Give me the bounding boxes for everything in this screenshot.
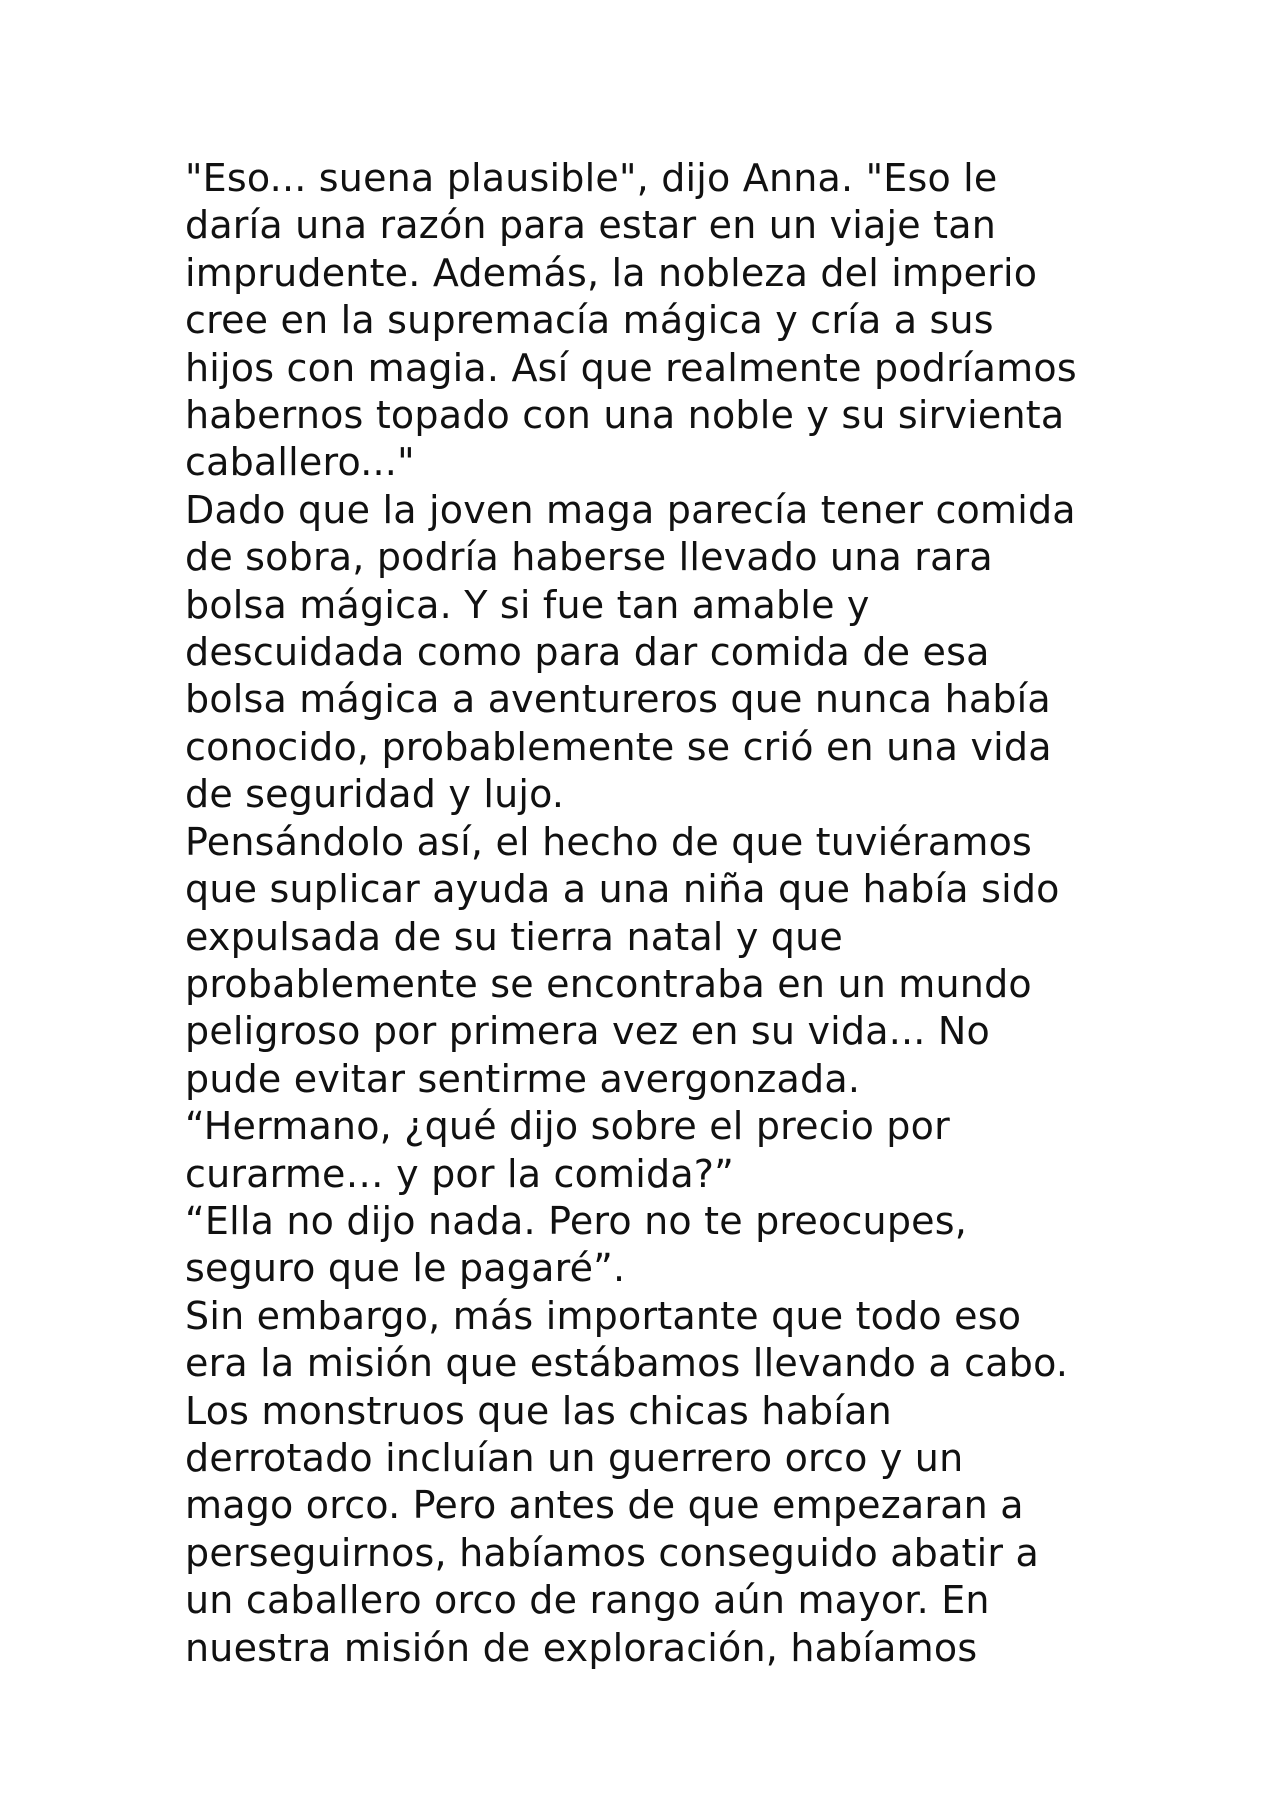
text-line: habernos topado con una noble y su sirvienta bbox=[185, 393, 1065, 438]
text-line: que suplicar ayuda a una niña que había sido bbox=[185, 867, 1060, 912]
text-line: perseguirnos, habíamos conseguido abatir a bbox=[185, 1530, 1039, 1575]
text-line: era la misión que estábamos llevando a cabo. bbox=[185, 1341, 1069, 1386]
paragraph-6 bbox=[185, 1293, 1185, 1672]
text-line: Sin embargo, más importante que todo eso bbox=[185, 1293, 1022, 1338]
text-line: "Eso... suena plausible", dijo Anna. "Eso le bbox=[185, 156, 998, 200]
text-line: conocido, probablemente se crió en una vida bbox=[185, 724, 1052, 769]
text-line: peligroso por primera vez en su vida... No bbox=[185, 1009, 990, 1054]
text-line: bolsa mágica a aventureros que nunca había bbox=[185, 677, 1051, 722]
text-line: derrotado incluían un guerrero orco y un bbox=[185, 1435, 964, 1480]
text-line: seguro que le pagaré”. bbox=[185, 1246, 626, 1291]
text-line: de seguridad y lujo. bbox=[185, 772, 565, 817]
text-line: Los monstruos que las chicas habían bbox=[185, 1388, 892, 1433]
text-line: probablemente se encontraba en un mundo bbox=[185, 961, 1032, 1006]
text-line: nuestra misión de exploración, habíamos bbox=[185, 1625, 978, 1670]
text-line: imprudente. Además, la nobleza del imperio bbox=[185, 250, 1038, 295]
paragraph-1 bbox=[185, 155, 1185, 487]
text-line: “Ella no dijo nada. Pero no te preocupes, bbox=[185, 1198, 968, 1243]
paragraph-5 bbox=[185, 1198, 1185, 1293]
text-line: curarme… y por la comida?” bbox=[185, 1151, 735, 1196]
text-line: hijos con magia. Así que realmente podríamos bbox=[185, 345, 1077, 390]
text-line: “Hermano, ¿qué dijo sobre el precio por bbox=[185, 1104, 950, 1149]
text-line: daría una razón para estar en un viaje tan bbox=[185, 203, 997, 248]
paragraph-4 bbox=[185, 1103, 1185, 1198]
text-line: caballero..." bbox=[185, 440, 415, 485]
text-line: pude evitar sentirme avergonzada. bbox=[185, 1056, 861, 1101]
text-line: cree en la supremacía mágica y cría a sus bbox=[185, 298, 994, 343]
text-line: descuidada como para dar comida de esa bbox=[185, 630, 990, 675]
body-text bbox=[185, 155, 1185, 1672]
text-line: Pensándolo así, el hecho de que tuviéramos bbox=[185, 819, 1033, 864]
text-line: Dado que la joven maga parecía tener comida bbox=[185, 487, 1076, 532]
text-line: un caballero orco de rango aún mayor. En bbox=[185, 1578, 990, 1623]
text-line: bolsa mágica. Y si fue tan amable y bbox=[185, 582, 870, 627]
paragraph-3 bbox=[185, 819, 1185, 1103]
text-line: mago orco. Pero antes de que empezaran a bbox=[185, 1483, 1024, 1528]
text-line: de sobra, podría haberse llevado una rara bbox=[185, 535, 993, 580]
paragraph-2 bbox=[185, 487, 1185, 819]
text-line: expulsada de su tierra natal y que bbox=[185, 914, 843, 959]
